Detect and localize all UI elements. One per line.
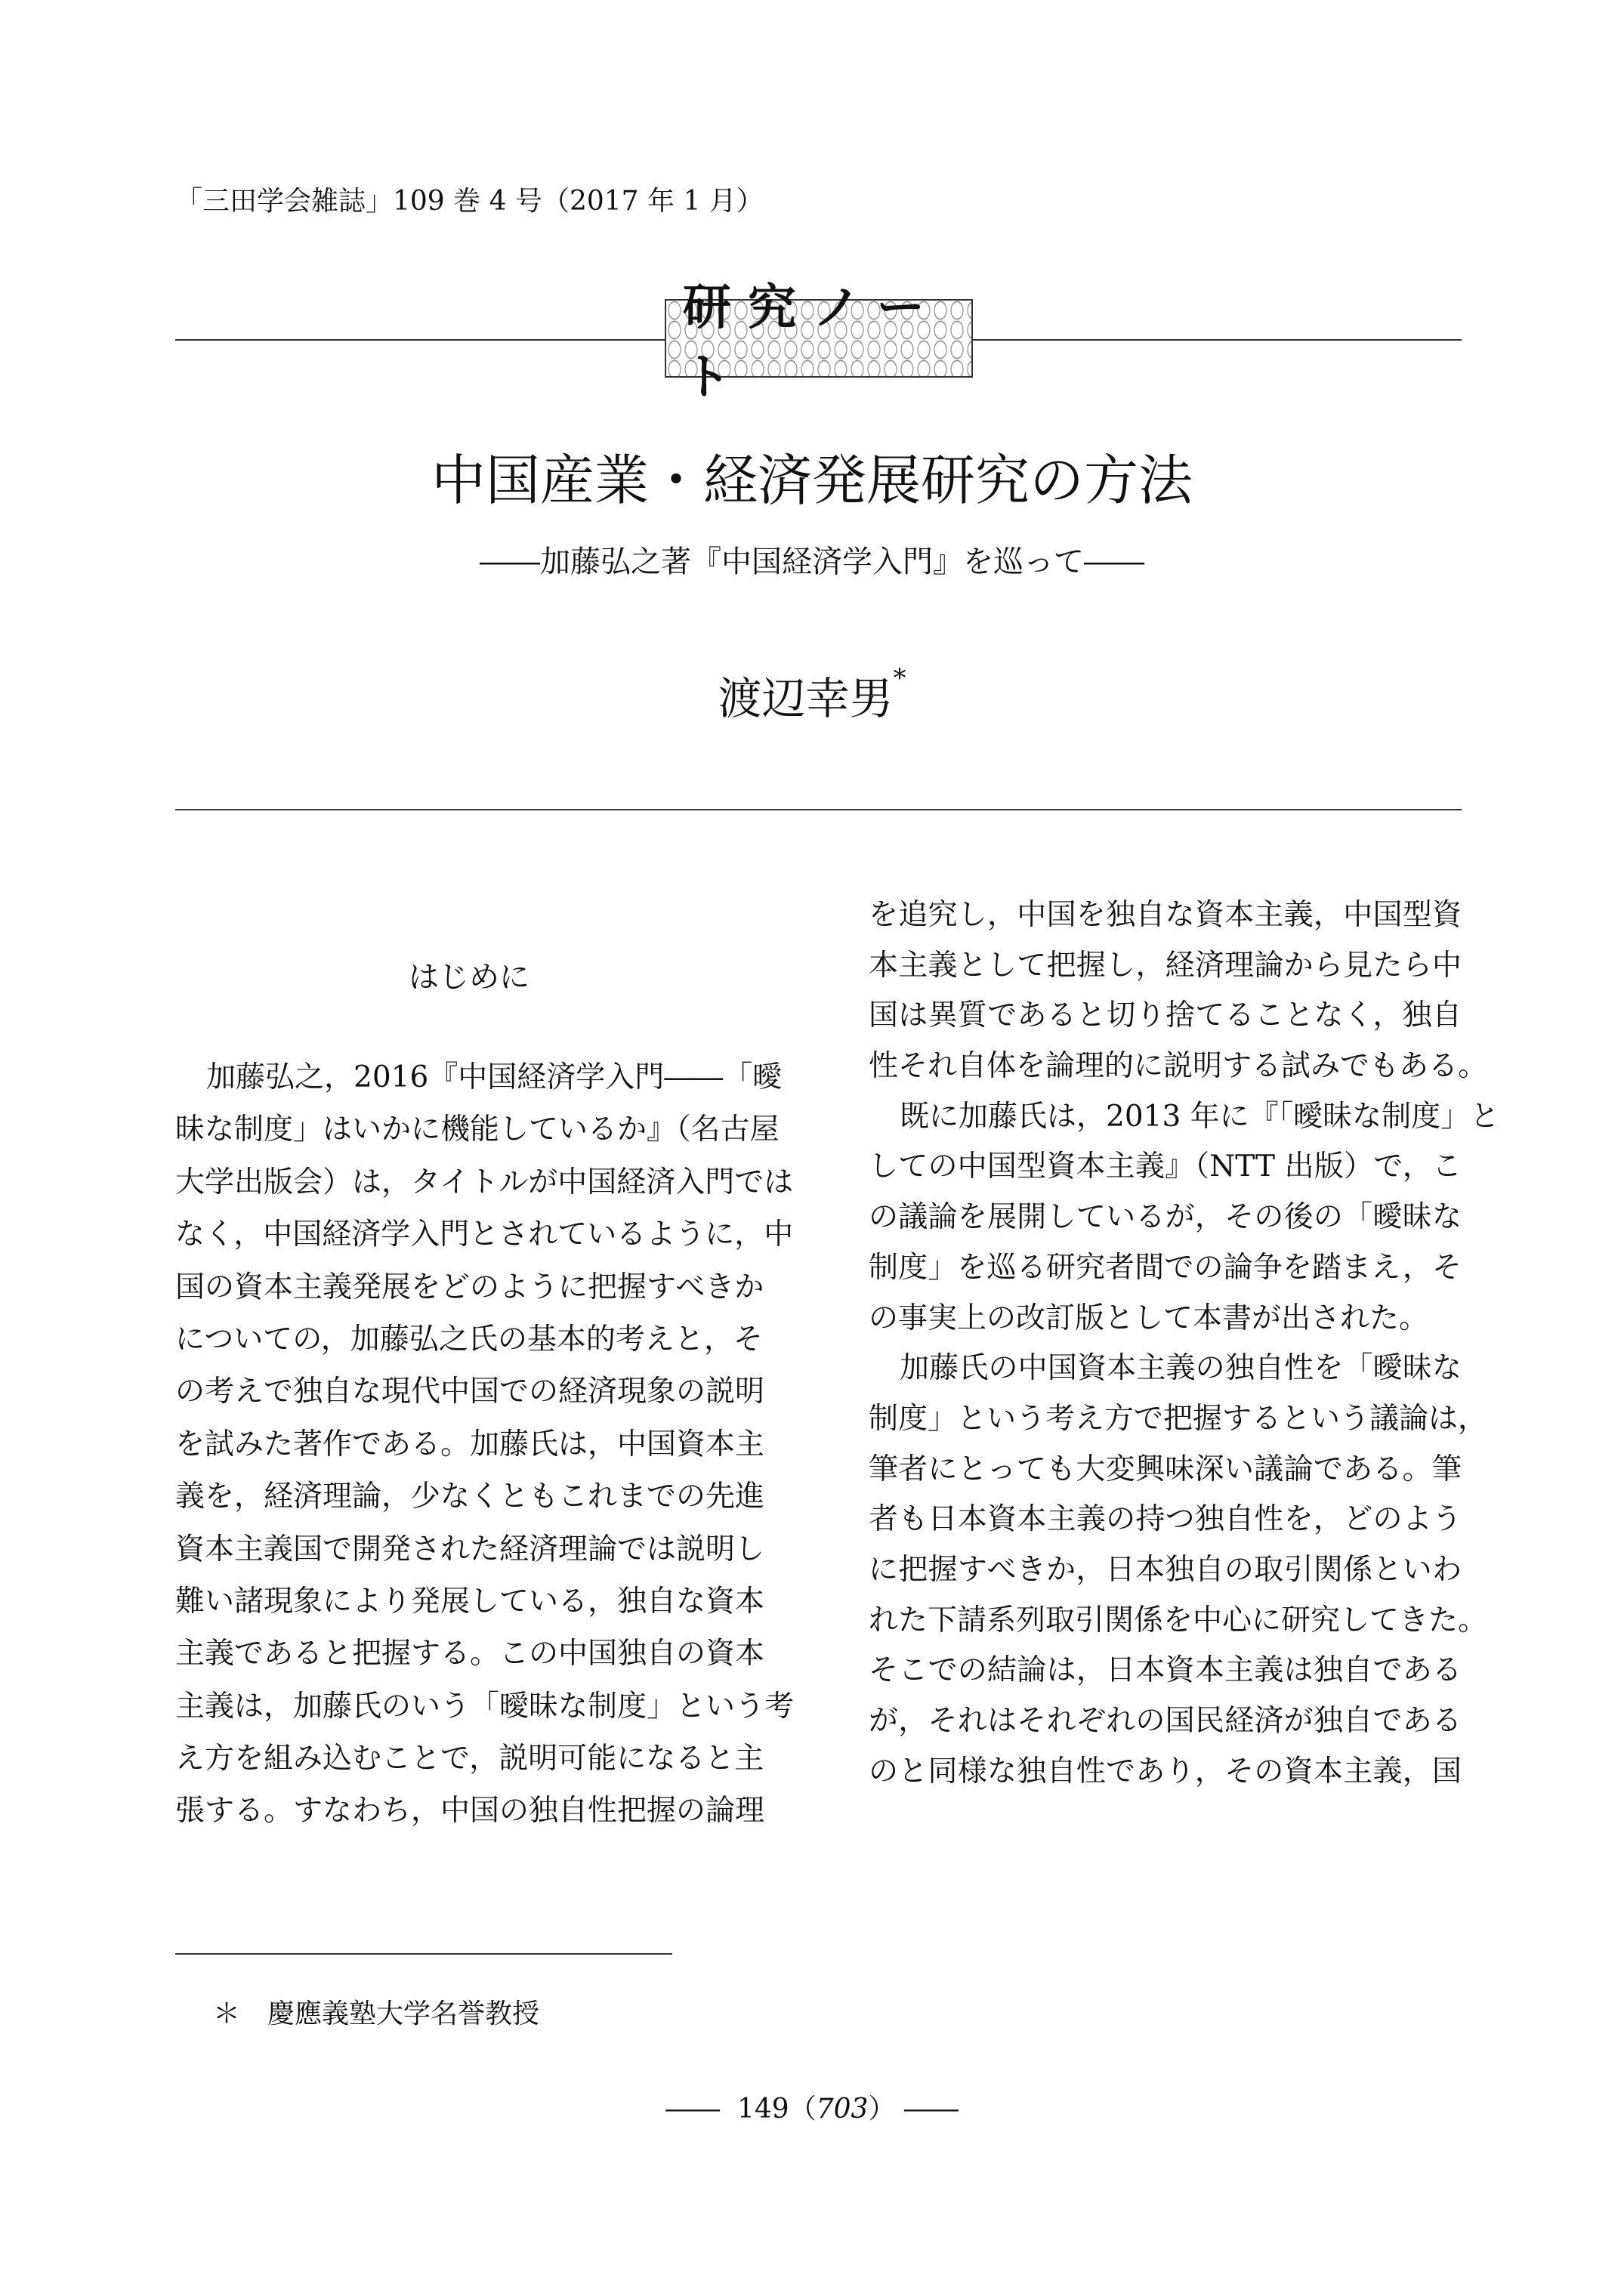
text-line: 加藤氏の中国資本主義の独自性を「曖昧な bbox=[900, 1351, 1462, 1386]
section-badge bbox=[665, 280, 973, 406]
text-line: そこでの結論は，日本資本主義は独自である bbox=[869, 1653, 1462, 1688]
author bbox=[0, 663, 1624, 727]
text-line: のと同様な独自性であり，その資本主義，国 bbox=[869, 1754, 1462, 1788]
footnote-mark: ＊ bbox=[213, 1998, 241, 2029]
text-line: についての，加藤弘之氏の基本的考えと，そ bbox=[175, 1322, 763, 1356]
text-line: 資本主義国で開発された経済理論では説明し bbox=[175, 1532, 765, 1566]
text-line: 義を，経済理論，少なくともこれまでの先進 bbox=[175, 1480, 765, 1514]
footnote-rule bbox=[175, 1953, 672, 1955]
section-heading: はじめに bbox=[409, 960, 529, 995]
text-line: に把握すべきか，日本独自の取引関係といわ bbox=[869, 1552, 1462, 1587]
text-line: の考えで独自な現代中国での経済現象の説明 bbox=[175, 1375, 765, 1409]
text-line: を追究し，中国を独自な資本主義，中国型資 bbox=[869, 898, 1462, 932]
text-line: 筆者にとっても大変興味深い議論である。筆 bbox=[869, 1452, 1462, 1486]
text-line: の議論を展開しているが，その後の「曖昧な bbox=[869, 1200, 1462, 1235]
section-badge-label: 研究ノート bbox=[683, 280, 942, 406]
text-line: 昧な制度」はいかに機能しているか』（名古屋 bbox=[175, 1113, 780, 1147]
text-line: 者も日本資本主義の持つ独自性を，どのよう bbox=[869, 1502, 1462, 1537]
text-line: の事実上の改訂版として本書が出された。 bbox=[869, 1301, 1429, 1335]
header-rule-right bbox=[973, 339, 1462, 341]
text-line: 主義は，加藤氏のいう「曖昧な制度」という考 bbox=[175, 1689, 795, 1724]
text-line: 難い諸現象により発展している，独自な資本 bbox=[175, 1584, 765, 1619]
page-dash-right: ―― bbox=[903, 2094, 959, 2125]
footnote-text: 慶應義塾大学名誉教授 bbox=[267, 1998, 540, 2029]
text-line: 大学出版会）は，タイトルが中国経済入門では bbox=[175, 1165, 794, 1199]
article-title: 中国産業・経済発展研究の方法 bbox=[431, 449, 1193, 512]
text-line: 制度」という考え方で把握するという議論は， bbox=[869, 1401, 1488, 1436]
author-name: 渡辺幸男 bbox=[718, 673, 894, 724]
text-line: 既に加藤氏は，2013 年に『「曖昧な制度」と bbox=[900, 1099, 1500, 1134]
page-number: ―― 149（703） ―― bbox=[665, 2094, 959, 2125]
text-line: しての中国型資本主義』（NTT 出版）で，こ bbox=[869, 1150, 1462, 1184]
header-rule-left bbox=[175, 339, 665, 341]
text-line: なく，中国経済学入門とされているように，中 bbox=[175, 1217, 794, 1252]
text-line: 国の資本主義発展をどのように把握すべきか bbox=[175, 1270, 764, 1304]
page-number-total: 703 bbox=[816, 2094, 869, 2125]
text-line: え方を組み込むことで，説明可能になると主 bbox=[175, 1742, 764, 1776]
text-line: 張する。すなわち，中国の独自性把握の論理 bbox=[175, 1794, 765, 1829]
footnote bbox=[213, 1992, 539, 2031]
author-footnote-mark: * bbox=[893, 663, 906, 693]
text-line: 主義であると把握する。この中国独自の資本 bbox=[175, 1637, 765, 1671]
text-line: 国は異質であると切り捨てることなく，独自 bbox=[869, 998, 1462, 1033]
text-line: 性それ自体を論理的に説明する試みでもある。 bbox=[869, 1049, 1488, 1084]
right-column bbox=[869, 891, 1500, 1798]
page-dash-left: ―― bbox=[665, 2094, 721, 2125]
left-column bbox=[175, 1054, 795, 1840]
article-subtitle: ――加藤弘之著『中国経済学入門』を巡って―― bbox=[480, 545, 1144, 579]
text-line: が，それはそれぞれの国民経済が独自である bbox=[869, 1704, 1462, 1738]
text-line: 加藤弘之，2016『中国経済学入門――「曖 bbox=[206, 1060, 783, 1094]
text-line: 本主義として把握し，経済理論から見たら中 bbox=[869, 948, 1462, 983]
text-line: れた下請系列取引関係を中心に研究してきた。 bbox=[869, 1603, 1488, 1637]
text-line: を試みた著作である。加藤氏は，中国資本主 bbox=[175, 1427, 765, 1461]
page-number-local: 149 bbox=[736, 2094, 789, 2125]
title-rule bbox=[175, 809, 1462, 810]
journal-header: 「三田学会雑誌」109 巻 4 号（2017 年 1 月） bbox=[175, 186, 764, 217]
text-line: 制度」を巡る研究者間での論争を踏まえ，そ bbox=[869, 1250, 1462, 1285]
